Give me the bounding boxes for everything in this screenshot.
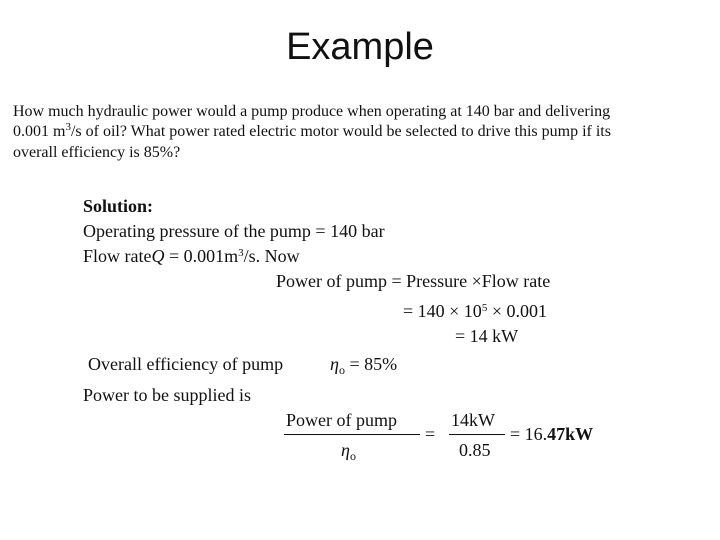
fraction2-bar — [449, 434, 505, 435]
pressure-line: Operating pressure of the pump = 140 bar — [83, 221, 385, 241]
flow-rate-exponent: 3 — [238, 247, 244, 259]
question-text — [13, 102, 713, 163]
power-calc-pre: = 140 × 10 — [403, 301, 482, 321]
slide-title: Example — [286, 26, 434, 68]
final-result-pre: = 16. — [510, 424, 548, 444]
flow-rate-symbol: Q — [151, 246, 165, 266]
power-calculation — [403, 301, 547, 322]
flow-rate-label: Flow rate — [83, 246, 152, 266]
efficiency-expression — [330, 354, 397, 375]
efficiency-symbol: η — [330, 354, 339, 374]
question-flow-exponent: 3 — [65, 121, 71, 133]
efficiency-label: Overall efficiency of pump — [88, 354, 284, 374]
power-result: = 14 kW — [455, 326, 519, 346]
fraction1-numerator: Power of pump — [286, 410, 397, 430]
flow-rate-tail: /s. Now — [243, 246, 300, 266]
power-calc-post: × 0.001 — [487, 301, 547, 321]
power-equation: Power of pump = Pressure ×Flow rate — [276, 271, 551, 291]
power-calc-exponent: 5 — [481, 302, 488, 314]
efficiency-value: = 85% — [344, 354, 398, 374]
final-result — [510, 424, 593, 445]
flow-rate-value: = 0.001m — [164, 246, 239, 266]
equals-sign: = — [425, 424, 436, 444]
question-line-1: How much hydraulic power would a pump produce when operating at 140 bar and delivering — [13, 103, 611, 120]
question-line-2-rest: /s of oil? What power rated electric motor would be selected to drive this pump if its — [70, 123, 611, 140]
efficiency-subscript: o — [338, 363, 345, 377]
fraction1-den-symbol: η — [341, 440, 350, 460]
question-flow-value: 0.001 m — [13, 123, 66, 140]
flow-rate-line — [83, 246, 300, 267]
fraction2-denominator: 0.85 — [459, 440, 491, 460]
final-result-bold: 47kW — [547, 424, 594, 444]
supplied-label: Power to be supplied is — [83, 385, 251, 405]
fraction1-bar — [284, 434, 420, 435]
solution-heading: Solution: — [83, 196, 154, 216]
question-line-2 — [13, 122, 713, 143]
question-line-3: overall efficiency is 85%? — [13, 144, 181, 161]
fraction1-denominator — [341, 440, 356, 461]
fraction1-den-subscript: o — [349, 449, 356, 463]
fraction2-numerator: 14kW — [451, 410, 495, 430]
